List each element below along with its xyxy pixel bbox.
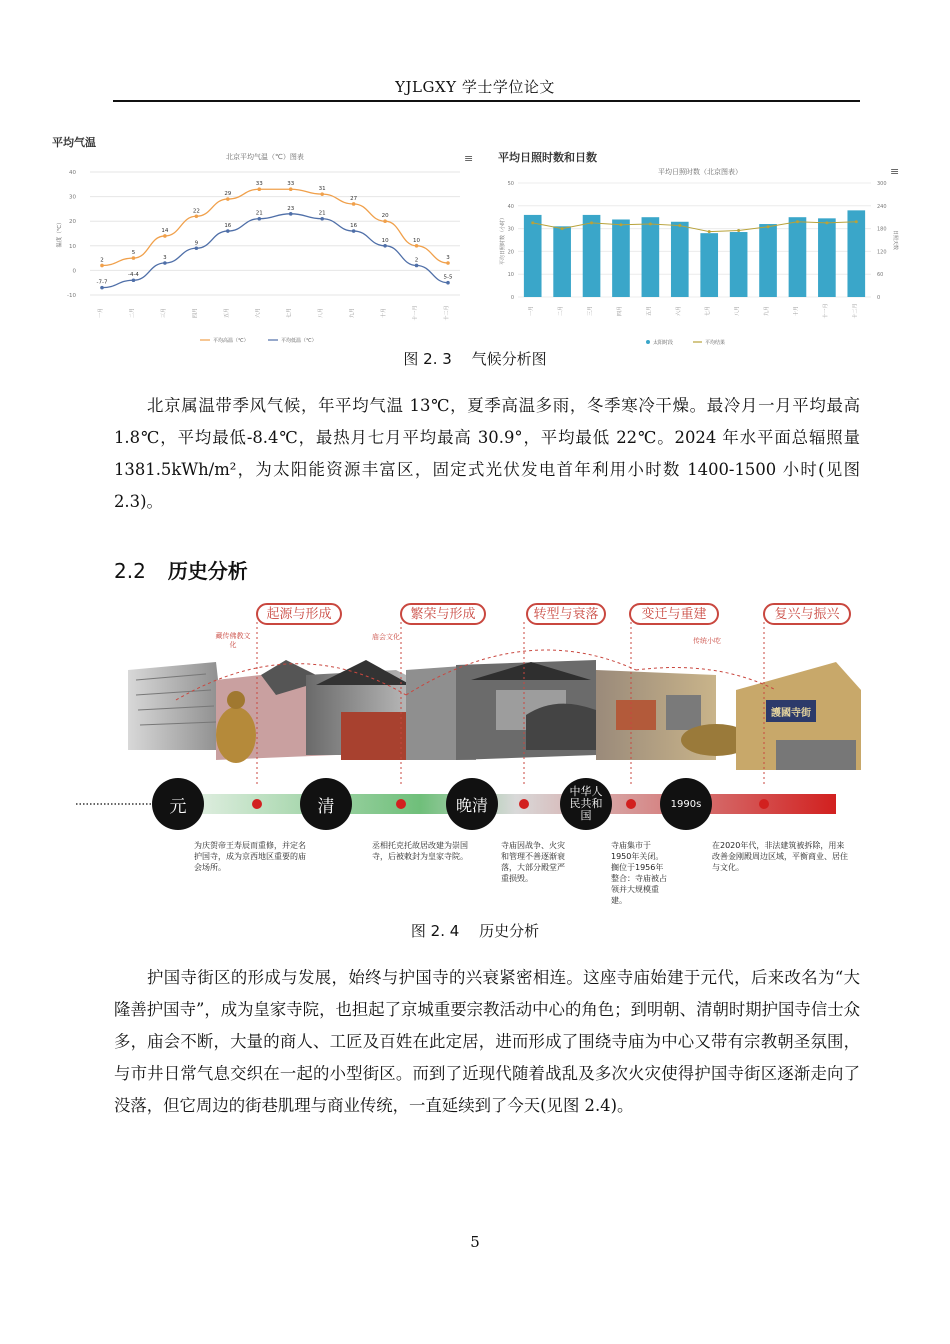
- data-label: 33: [287, 181, 295, 188]
- y2-tick-label: 300: [877, 181, 887, 187]
- bar: [847, 210, 865, 297]
- timeline-bar: [196, 794, 836, 814]
- climate-paragraph-text: 北京属温带季风气候，年平均气温 13℃，夏季高温多雨，冬季寒冷干燥。最冷月一月平均最高 1.8℃，平均最低-8.4℃，最热月七月平均最高 30.9°，平均最低 22℃。2024 年水平面总辐照量 1381.5kWh/m²，为太阳能资源丰富区，固定式光伏发电首年利用小时数 1400-1500 小时(见图 2.3)。: [114, 396, 860, 511]
- y-tick-label: 30: [507, 226, 514, 233]
- climate-paragraph: [114, 390, 860, 518]
- y-tick-label: 30: [69, 194, 76, 201]
- timeline-dot: [396, 799, 406, 809]
- data-label: 23: [287, 205, 295, 212]
- data-point: [163, 261, 167, 265]
- sunshine-panel: [496, 145, 906, 353]
- x-tick-label: 五月: [646, 305, 653, 317]
- x-tick-label: 二月: [558, 305, 565, 317]
- temperature-chart-title: 北京平均气温（℃）图表: [226, 153, 304, 161]
- y-axis-label: 平均日照时数（小时）: [500, 214, 506, 266]
- x-tick-label: 四月: [192, 307, 199, 319]
- data-point: [132, 278, 136, 282]
- legend-label-low: 平均低温（℃）: [281, 338, 317, 344]
- x-tick-label: 八月: [734, 305, 741, 317]
- bar: [612, 219, 630, 297]
- series-line-high: [102, 189, 448, 265]
- era-yuan: [152, 778, 204, 830]
- x-tick-label: 八月: [318, 307, 325, 319]
- figure-2-3-caption: 图 2. 3 气候分析图: [403, 350, 547, 368]
- y-axis-label: 温度（℃）: [57, 219, 63, 248]
- data-point: [825, 221, 828, 224]
- history-photo-collage: [76, 600, 876, 785]
- page-number: 5: [470, 1233, 480, 1251]
- data-label: 5-5: [443, 274, 453, 281]
- data-point: [226, 229, 230, 233]
- data-point: [257, 217, 261, 221]
- side-label-snacks: 传统小吃: [693, 637, 721, 645]
- data-point: [415, 244, 419, 248]
- data-point: [619, 223, 622, 226]
- data-point: [226, 197, 230, 201]
- data-label: 16: [224, 223, 232, 230]
- y-tick-label: 0: [510, 295, 514, 301]
- series-line-low: [102, 214, 448, 288]
- era-yuan-label: 元: [169, 796, 187, 817]
- sunshine-panel-title: 平均日照时数和日数: [498, 151, 597, 164]
- sunshine-chart-menu-icon[interactable]: ≡: [890, 165, 900, 178]
- phase-label-origin: 起源与形成: [256, 603, 342, 625]
- timeline-dot: [519, 799, 529, 809]
- history-paragraph: [114, 962, 860, 1122]
- data-label: 3: [163, 255, 167, 262]
- y-tick-label: 10: [69, 243, 76, 250]
- data-label: -7-7: [96, 279, 108, 286]
- x-tick-label: 五月: [223, 307, 230, 319]
- x-tick-label: 六月: [675, 305, 682, 317]
- data-point: [132, 256, 136, 260]
- data-point: [195, 246, 199, 250]
- data-point: [320, 217, 324, 221]
- data-point: [257, 187, 261, 191]
- era-qing-label: 清: [317, 796, 335, 817]
- y2-tick-label: 60: [877, 272, 884, 279]
- timeline-dot: [252, 799, 262, 809]
- history-paragraph-text: 护国寺街区的形成与发展，始终与护国寺的兴衰紧密相连。这座寺庙始建于元代，后来改名为“大隆善护国寺”，成为皇家寺院，也担起了京城重要宗教活动中心的角色；到明朝、清朝时期护国寺信士众多，庙会不断，大量的商人、工匠及百姓在此定居，进而形成了围绕寺庙为中心又带有宗教朝圣氛围，与市井日常气息交织在一起的小型街区。而到了近现代随着战乱及多次火灾使得护国寺街区逐渐走向了没落，但它周边的街巷肌理与商业传统，一直延续到了今天(见图 2.4)。: [114, 968, 860, 1115]
- data-label: 20: [381, 213, 389, 220]
- y2-axis-label: 日照天数: [892, 229, 898, 251]
- data-point: [855, 220, 858, 223]
- x-tick-label: 二月: [129, 307, 136, 319]
- figure-2-4-caption: 图 2. 4 历史分析: [410, 922, 540, 940]
- series-line-average: [533, 222, 857, 232]
- y2-tick-label: 180: [877, 226, 887, 233]
- data-point: [531, 221, 534, 224]
- bar: [759, 224, 777, 297]
- bar: [524, 215, 542, 297]
- data-point: [100, 286, 104, 290]
- temperature-panel-title: 平均气温: [52, 136, 96, 149]
- y-tick-label: 10: [507, 272, 514, 279]
- x-tick-label: 七月: [705, 305, 712, 317]
- section-heading: [114, 555, 248, 584]
- history-figure: [76, 600, 876, 910]
- data-point: [767, 225, 770, 228]
- phase-label-transition: 转型与衰落: [526, 603, 606, 625]
- data-label: 9: [194, 240, 199, 247]
- data-point: [320, 192, 324, 196]
- y-tick-label: 20: [507, 249, 514, 256]
- bar: [730, 232, 748, 297]
- y-tick-label: 40: [507, 203, 514, 210]
- y-tick-label: 0: [72, 268, 76, 275]
- y2-tick-label: 240: [877, 203, 887, 210]
- note-yuan: 为庆贺帝王寿辰而重修，并定名护国寺，成为京西地区重要的庙会场所。: [194, 841, 306, 872]
- data-point: [561, 227, 564, 230]
- data-label: 21: [318, 210, 326, 217]
- side-label-tibetan-buddhism: 藏传佛教文化: [215, 632, 251, 649]
- data-label: 2: [100, 257, 104, 264]
- data-label: 16: [350, 223, 358, 230]
- bar: [642, 217, 660, 297]
- data-label: 5: [131, 250, 136, 257]
- side-label-temple-fair: 庙会文化: [372, 633, 400, 641]
- temperature-panel: [50, 130, 480, 352]
- data-point: [649, 223, 652, 226]
- phase-label-revival: 复兴与振兴: [763, 603, 851, 625]
- era-prc-label: 中华人民共和国: [569, 785, 603, 822]
- data-label: 2: [414, 257, 419, 264]
- data-label: 10: [413, 237, 421, 244]
- bar: [700, 233, 718, 297]
- era-qing: [300, 778, 352, 830]
- data-point: [383, 244, 387, 248]
- data-label: 10: [381, 237, 389, 244]
- x-tick-label: 九月: [764, 305, 771, 317]
- era-late-qing-label: 晚清: [455, 795, 488, 815]
- y-tick-label: 20: [69, 219, 76, 226]
- temperature-chart-menu-icon[interactable]: ≡: [464, 152, 474, 165]
- x-tick-label: 十一月: [412, 305, 419, 321]
- huguosi-sign-text: 護國寺街: [771, 708, 811, 719]
- x-tick-label: 三月: [160, 307, 167, 319]
- x-tick-label: 十一月: [822, 303, 829, 319]
- x-tick-label: 十月: [381, 307, 388, 319]
- x-tick-label: 三月: [587, 305, 594, 317]
- data-label: 21: [255, 210, 263, 217]
- note-1990s: 在2020年代，非法建筑被拆除，用来改善金刚殿周边区域，平衡商业、居住与文化。: [712, 841, 848, 872]
- bar: [553, 226, 571, 297]
- y2-tick-label: 0: [877, 295, 881, 301]
- data-label: 22: [192, 208, 200, 215]
- note-qing: 丞相托克托故居改建为崇国寺，后被敕封为皇家寺院。: [372, 841, 468, 861]
- data-point: [352, 202, 356, 206]
- y-tick-label: 40: [69, 170, 76, 176]
- legend-swatch-bar: [646, 340, 650, 344]
- buddha-statue: [216, 707, 256, 763]
- sunshine-chart-title: 平均日照时数（北京图表）: [658, 168, 742, 176]
- data-point: [289, 187, 293, 191]
- data-point: [352, 229, 356, 233]
- sunshine-chart: [496, 145, 906, 353]
- phase-label-prosperity: 繁荣与形成: [400, 603, 486, 625]
- x-tick-label: 十二月: [852, 303, 859, 319]
- legend-label-high: 平均高温（℃）: [213, 338, 249, 344]
- x-tick-label: 九月: [349, 307, 356, 319]
- data-point: [383, 219, 387, 223]
- data-point: [678, 224, 681, 227]
- data-point: [163, 234, 167, 238]
- data-label: 29: [224, 191, 232, 198]
- legend-label-bar: 太阳时段: [653, 340, 674, 346]
- data-label: 33: [255, 181, 263, 188]
- y-tick-label: -10: [67, 293, 76, 299]
- bar: [818, 218, 836, 297]
- era-prc: [560, 778, 612, 830]
- era-1990s-label: 1990s: [670, 798, 702, 810]
- era-1990s: [660, 778, 712, 830]
- data-point: [737, 229, 740, 232]
- data-point: [796, 220, 799, 223]
- data-label: 27: [350, 195, 358, 202]
- data-point: [100, 264, 104, 268]
- fire-smoke-photo: [526, 704, 606, 750]
- note-prc: 寺庙集市于1950年关闭。搁位于1956年整合：寺庙被占领并大规模重建。: [611, 841, 667, 905]
- y2-tick-label: 120: [877, 249, 887, 256]
- data-label: -4-4: [127, 272, 139, 279]
- bar: [671, 222, 689, 297]
- x-tick-label: 十月: [793, 305, 800, 317]
- era-late-qing: [446, 778, 498, 830]
- data-label: 31: [318, 186, 326, 193]
- data-point: [590, 221, 593, 224]
- timeline-dot: [759, 799, 769, 809]
- section-title: 历史分析: [167, 559, 248, 583]
- y-tick-label: 50: [507, 181, 514, 187]
- x-tick-label: 一月: [98, 307, 104, 319]
- temperature-chart: [50, 130, 480, 352]
- data-point: [446, 281, 450, 285]
- data-label: 14: [161, 227, 169, 234]
- section-number: 2.2: [114, 559, 146, 583]
- data-label: 3: [446, 255, 450, 262]
- data-point: [415, 264, 419, 268]
- running-header: YJLGXY 学士学位论文: [395, 78, 555, 96]
- timeline-dot: [626, 799, 636, 809]
- data-point: [708, 230, 711, 233]
- data-point: [195, 214, 199, 218]
- bar: [789, 217, 807, 297]
- x-tick-label: 四月: [616, 305, 623, 317]
- header-rule: [113, 100, 860, 102]
- phase-label-change: 变迁与重建: [629, 603, 719, 625]
- x-tick-label: 七月: [286, 307, 293, 319]
- note-late-qing: 寺庙因战争、火灾和管理不善逐渐衰落，大部分殿堂严重损毁。: [501, 841, 565, 883]
- x-tick-label: 六月: [255, 307, 262, 319]
- x-tick-label: 十二月: [444, 305, 450, 321]
- legend-label-line: 平均结果: [705, 340, 726, 346]
- x-tick-label: 一月: [528, 305, 535, 317]
- data-point: [446, 261, 450, 265]
- bar: [583, 215, 601, 297]
- data-point: [289, 212, 293, 216]
